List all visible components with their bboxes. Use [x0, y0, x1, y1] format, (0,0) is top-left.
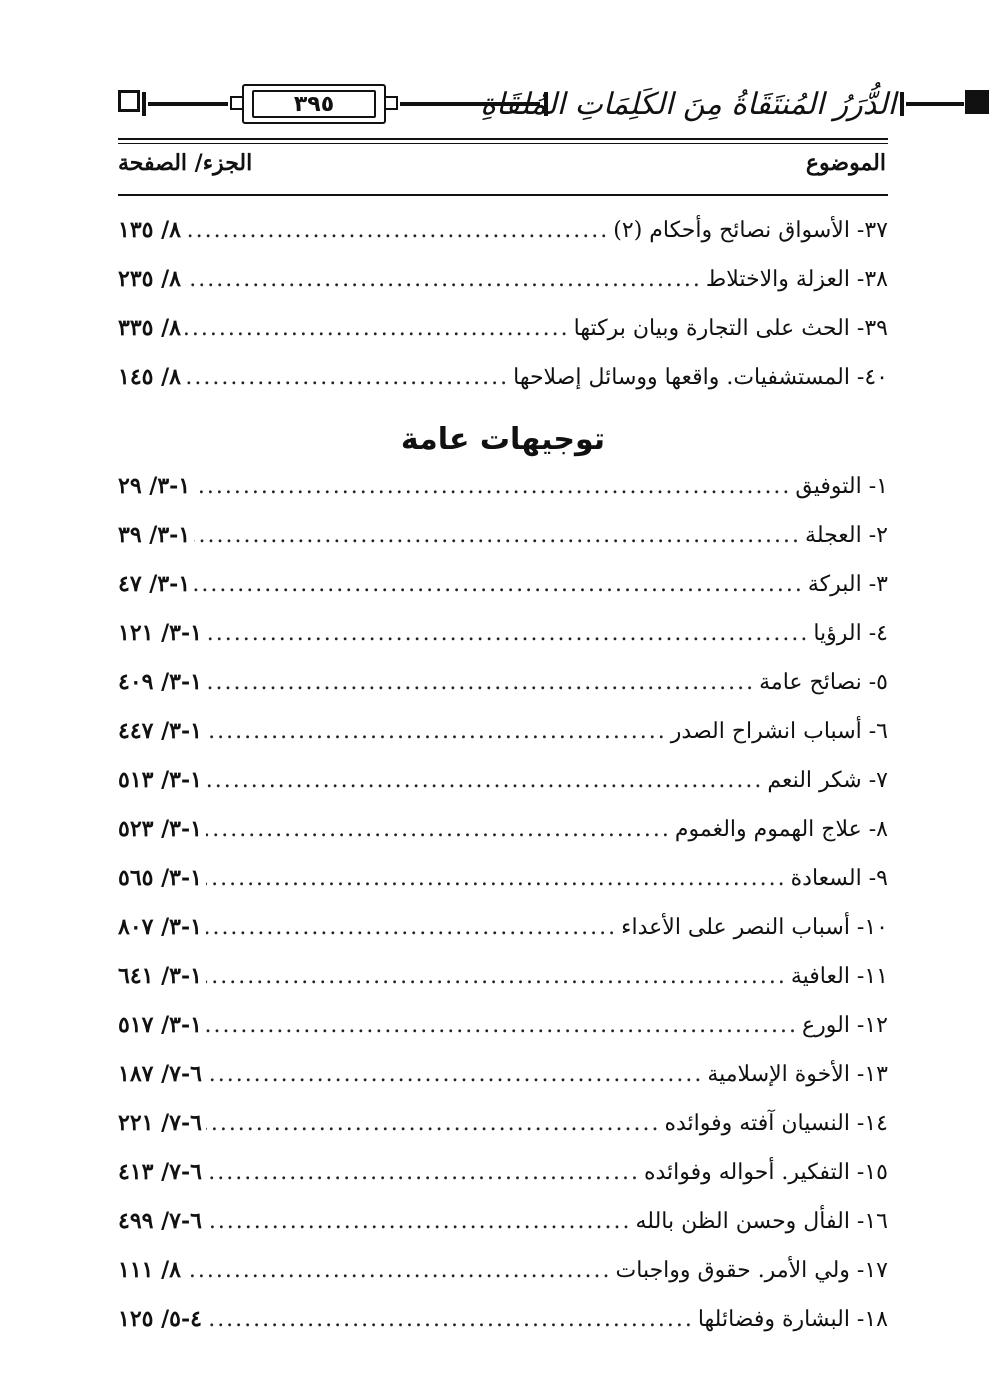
- toc-entry: ٣٨- العزلة والاختلاط ..... ٨/ ٢٣٥: [118, 259, 888, 299]
- header-title-bar: [900, 92, 904, 116]
- toc-entry: ١٤- النسيان آفته وفوائده ..... ٦-٧/ ٢٢١: [118, 1103, 888, 1143]
- header-divider-thin: [118, 143, 888, 144]
- toc-entry: ١٦- الفأل وحسن الظن بالله ..... ٦-٧/ ٤٩٩: [118, 1201, 888, 1241]
- page-number: ٣٩٥: [252, 90, 376, 118]
- toc-entry: ٥- نصائح عامة ..... ١-٣/ ٤٠٩: [118, 662, 888, 702]
- section-heading: توجيهات عامة: [400, 422, 606, 457]
- columns-divider: [118, 194, 888, 196]
- header-end-filled-square-icon: [965, 90, 989, 114]
- toc-entry: ٦- أسباب انشراح الصدر ..... ١-٣/ ٤٤٧: [118, 711, 888, 751]
- toc-entry: ٣٩- الحث على التجارة وبيان بركتها ..... ٨/ ٣٣٥: [118, 308, 888, 348]
- toc-entry: ٧- شكر النعم ..... ١-٣/ ٥١٣: [118, 760, 888, 800]
- toc-entry: ٤- الرؤيا ..... ١-٣/ ١٢١: [118, 613, 888, 653]
- page-header: [118, 76, 896, 132]
- toc-entry: ٣٧- الأسواق نصائح وأحكام (٢) ..... ٨/ ١٣٥: [118, 210, 888, 250]
- toc-entry: ١٢- الورع ..... ١-٣/ ٥١٧: [118, 1005, 888, 1045]
- toc-entry: ١٠- أسباب النصر على الأعداء ..... ١-٣/ ٨٠٧: [118, 907, 888, 947]
- book-title: الدُّرَرُ المُنتَقَاةُ مِنَ الكَلِمَاتِ المُلقَاةِ: [480, 87, 896, 122]
- header-divider: [118, 138, 888, 140]
- column-volume-page: الجزء/ الصفحة: [118, 150, 253, 176]
- toc-entry: ١٧- ولي الأمر. حقوق وواجبات ..... ٨/ ١١١: [118, 1250, 888, 1290]
- toc-entry: ٣- البركة ..... ١-٣/ ٤٧: [118, 564, 888, 604]
- column-topic: الموضوع: [805, 150, 886, 176]
- page-number-frame: [228, 84, 400, 126]
- toc-entry: ٩- السعادة ..... ١-٣/ ٥٦٥: [118, 858, 888, 898]
- header-rule-right: [906, 102, 964, 106]
- frame-knot-icon: [384, 96, 398, 110]
- header-end-square-icon: [118, 90, 140, 112]
- toc-entry: ١٨- البشارة وفضائلها ..... ٤-٥/ ١٢٥: [118, 1299, 888, 1339]
- toc-entry: ١١- العافية ..... ١-٣/ ٦٤١: [118, 956, 888, 996]
- header-end-bar: [142, 92, 146, 116]
- toc-entry: ٢- العجلة ..... ١-٣/ ٣٩: [118, 515, 888, 555]
- toc-entry: ١- التوفيق ..... ١-٣/ ٢٩: [118, 466, 888, 506]
- toc-entry: ٤٠- المستشفيات. واقعها ووسائل إصلاحها ..... ٨/ ١٤٥: [118, 357, 888, 397]
- toc-entry: ١٥- التفكير. أحواله وفوائده ..... ٦-٧/ ٤١٣: [118, 1152, 888, 1192]
- toc-entry: ٨- علاج الهموم والغموم ..... ١-٣/ ٥٢٣: [118, 809, 888, 849]
- toc-entry: ١٣- الأخوة الإسلامية ..... ٦-٧/ ١٨٧: [118, 1054, 888, 1094]
- header-rule-left: [148, 102, 228, 106]
